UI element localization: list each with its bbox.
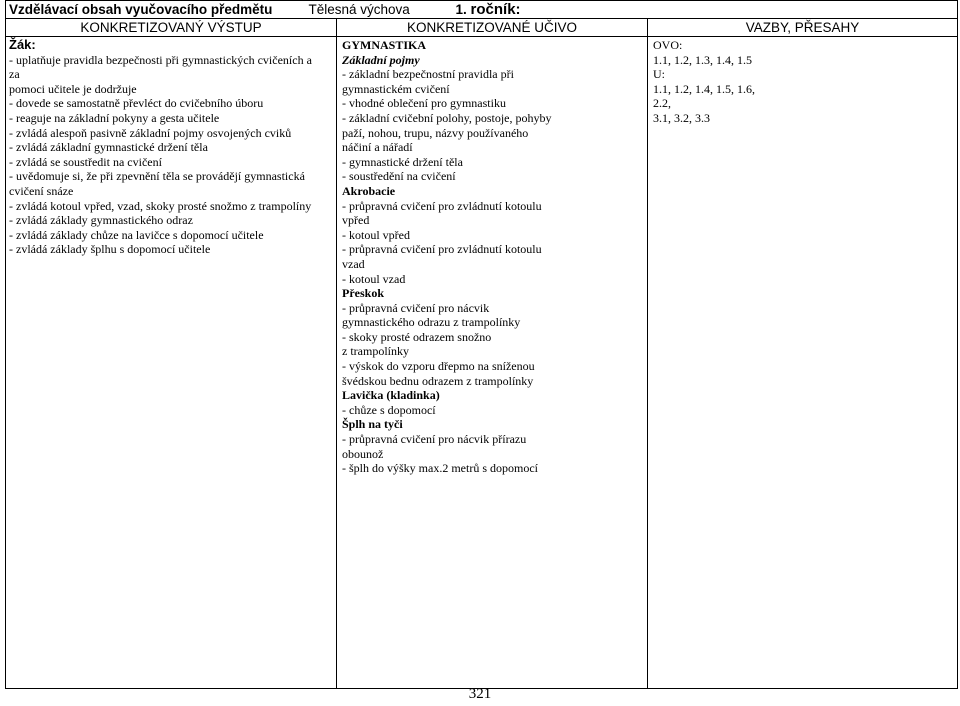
output-line: - zvládá kotoul vpřed, vzad, skoky prosté snožmo z trampolíny	[9, 198, 312, 213]
content-line: - gymnastické držení těla	[342, 154, 463, 169]
content-line: - výskok do vzporu dřepmo na sníženou	[342, 359, 535, 374]
output-line: - uvědomuje si, že při zpevnění těla se provádějí gymnastická	[9, 169, 305, 184]
content-line: gymnastického odrazu z trampolínky	[342, 315, 521, 330]
outputs-cell	[6, 37, 337, 689]
content-line: vpřed	[342, 213, 370, 228]
grade-label	[456, 1, 521, 18]
document-title: Vzdělávací obsah vyučovacího předmětu	[9, 2, 273, 17]
output-line: - dovede se samostatně převléct do cvičebního úboru	[9, 96, 264, 111]
output-line: - zvládá základy gymnastického odraz	[9, 213, 193, 228]
content-line: paží, nohou, trupu, názvy používaného	[342, 125, 529, 140]
column-header-outputs: KONKRETIZOVANÝ VÝSTUP	[6, 19, 337, 37]
content-line: - chůze s dopomocí	[342, 402, 436, 417]
output-line: - zvládá základy chůze na lavičce s dopomocí učitele	[9, 227, 264, 242]
content-line: švédskou bednu odrazem z trampolínky	[342, 373, 534, 388]
output-line: - zvládá základní gymnastické držení těla	[9, 140, 208, 155]
output-line: za	[9, 67, 20, 82]
section-heading-zakladni-pojmy: Základní pojmy	[342, 52, 420, 67]
title-cell	[6, 1, 958, 19]
link-line: 1.1, 1.2, 1.3, 1.4, 1.5	[653, 52, 752, 67]
column-header-row	[6, 19, 958, 37]
content-row	[6, 37, 958, 689]
links-cell	[648, 37, 958, 689]
section-heading-lavicka: Lavička (kladinka)	[342, 388, 440, 403]
output-line: pomoci učitele je dodržuje	[9, 81, 137, 96]
content-line: obounož	[342, 446, 384, 461]
title-row	[6, 1, 958, 19]
curriculum-table	[5, 0, 958, 689]
section-heading-akrobacie: Akrobacie	[342, 183, 396, 198]
content-line: náčiní a nářadí	[342, 140, 413, 155]
link-line: 1.1, 1.2, 1.4, 1.5, 1.6,	[653, 81, 755, 96]
content-line: - základní cvičební polohy, postoje, pohyby	[342, 110, 552, 125]
link-line: 3.1, 3.2, 3.3	[653, 110, 710, 125]
content-line: - soustředění na cvičení	[342, 169, 456, 184]
grade-number: 1.	[455, 2, 467, 17]
content-line: vzad	[342, 256, 365, 271]
content-line: - průpravná cvičení pro nácvik	[342, 300, 490, 315]
content-line: z trampolínky	[342, 344, 409, 359]
column-header-content: KONKRETIZOVANÉ UČIVO	[337, 19, 648, 37]
content-line: - průpravná cvičení pro zvládnutí kotoulu	[342, 242, 542, 257]
section-heading-gymnastika: GYMNASTIKA	[342, 38, 427, 52]
section-heading-splh: Šplh na tyči	[342, 417, 403, 432]
content-line: - skoky prosté odrazem snožno	[342, 329, 492, 344]
content-line: - kotoul vpřed	[342, 227, 410, 242]
content-line: - průpravná cvičení pro zvládnutí kotoulu	[342, 198, 542, 213]
content-line: - základní bezpečnostní pravidla při	[342, 67, 514, 82]
output-line: cvičení snáze	[9, 183, 74, 198]
content-line: - průpravná cvičení pro nácvik přírazu	[342, 432, 527, 447]
pupil-heading: Žák:	[9, 37, 36, 52]
content-line: - kotoul vzad	[342, 271, 406, 286]
link-line: OVO:	[653, 38, 683, 52]
output-line: - uplatňuje pravidla bezpečnosti při gymnastických cvičeních a	[9, 52, 312, 67]
page-number: 321	[468, 686, 492, 702]
section-heading-preskok: Přeskok	[342, 286, 384, 301]
column-header-links: VAZBY, PŘESAHY	[648, 19, 958, 37]
content-line: - šplh do výšky max.2 metrů s dopomocí	[342, 461, 538, 476]
subject-name: Tělesná výchova	[308, 2, 410, 17]
grade-word: ročník:	[470, 1, 521, 18]
output-line: - zvládá základy šplhu s dopomocí učitele	[9, 242, 211, 257]
content-line: - vhodné oblečení pro gymnastiku	[342, 96, 506, 111]
content-cell	[337, 37, 648, 689]
content-line: gymnastickém cvičení	[342, 81, 450, 96]
output-line: - reaguje na základní pokyny a gesta učitele	[9, 110, 220, 125]
output-line: - zvládá alespoň pasivně základní pojmy osvojených cviků	[9, 125, 292, 140]
link-line: 2.2,	[653, 96, 671, 111]
link-line: U:	[653, 67, 665, 82]
output-line: - zvládá se soustředit na cvičení	[9, 154, 162, 169]
